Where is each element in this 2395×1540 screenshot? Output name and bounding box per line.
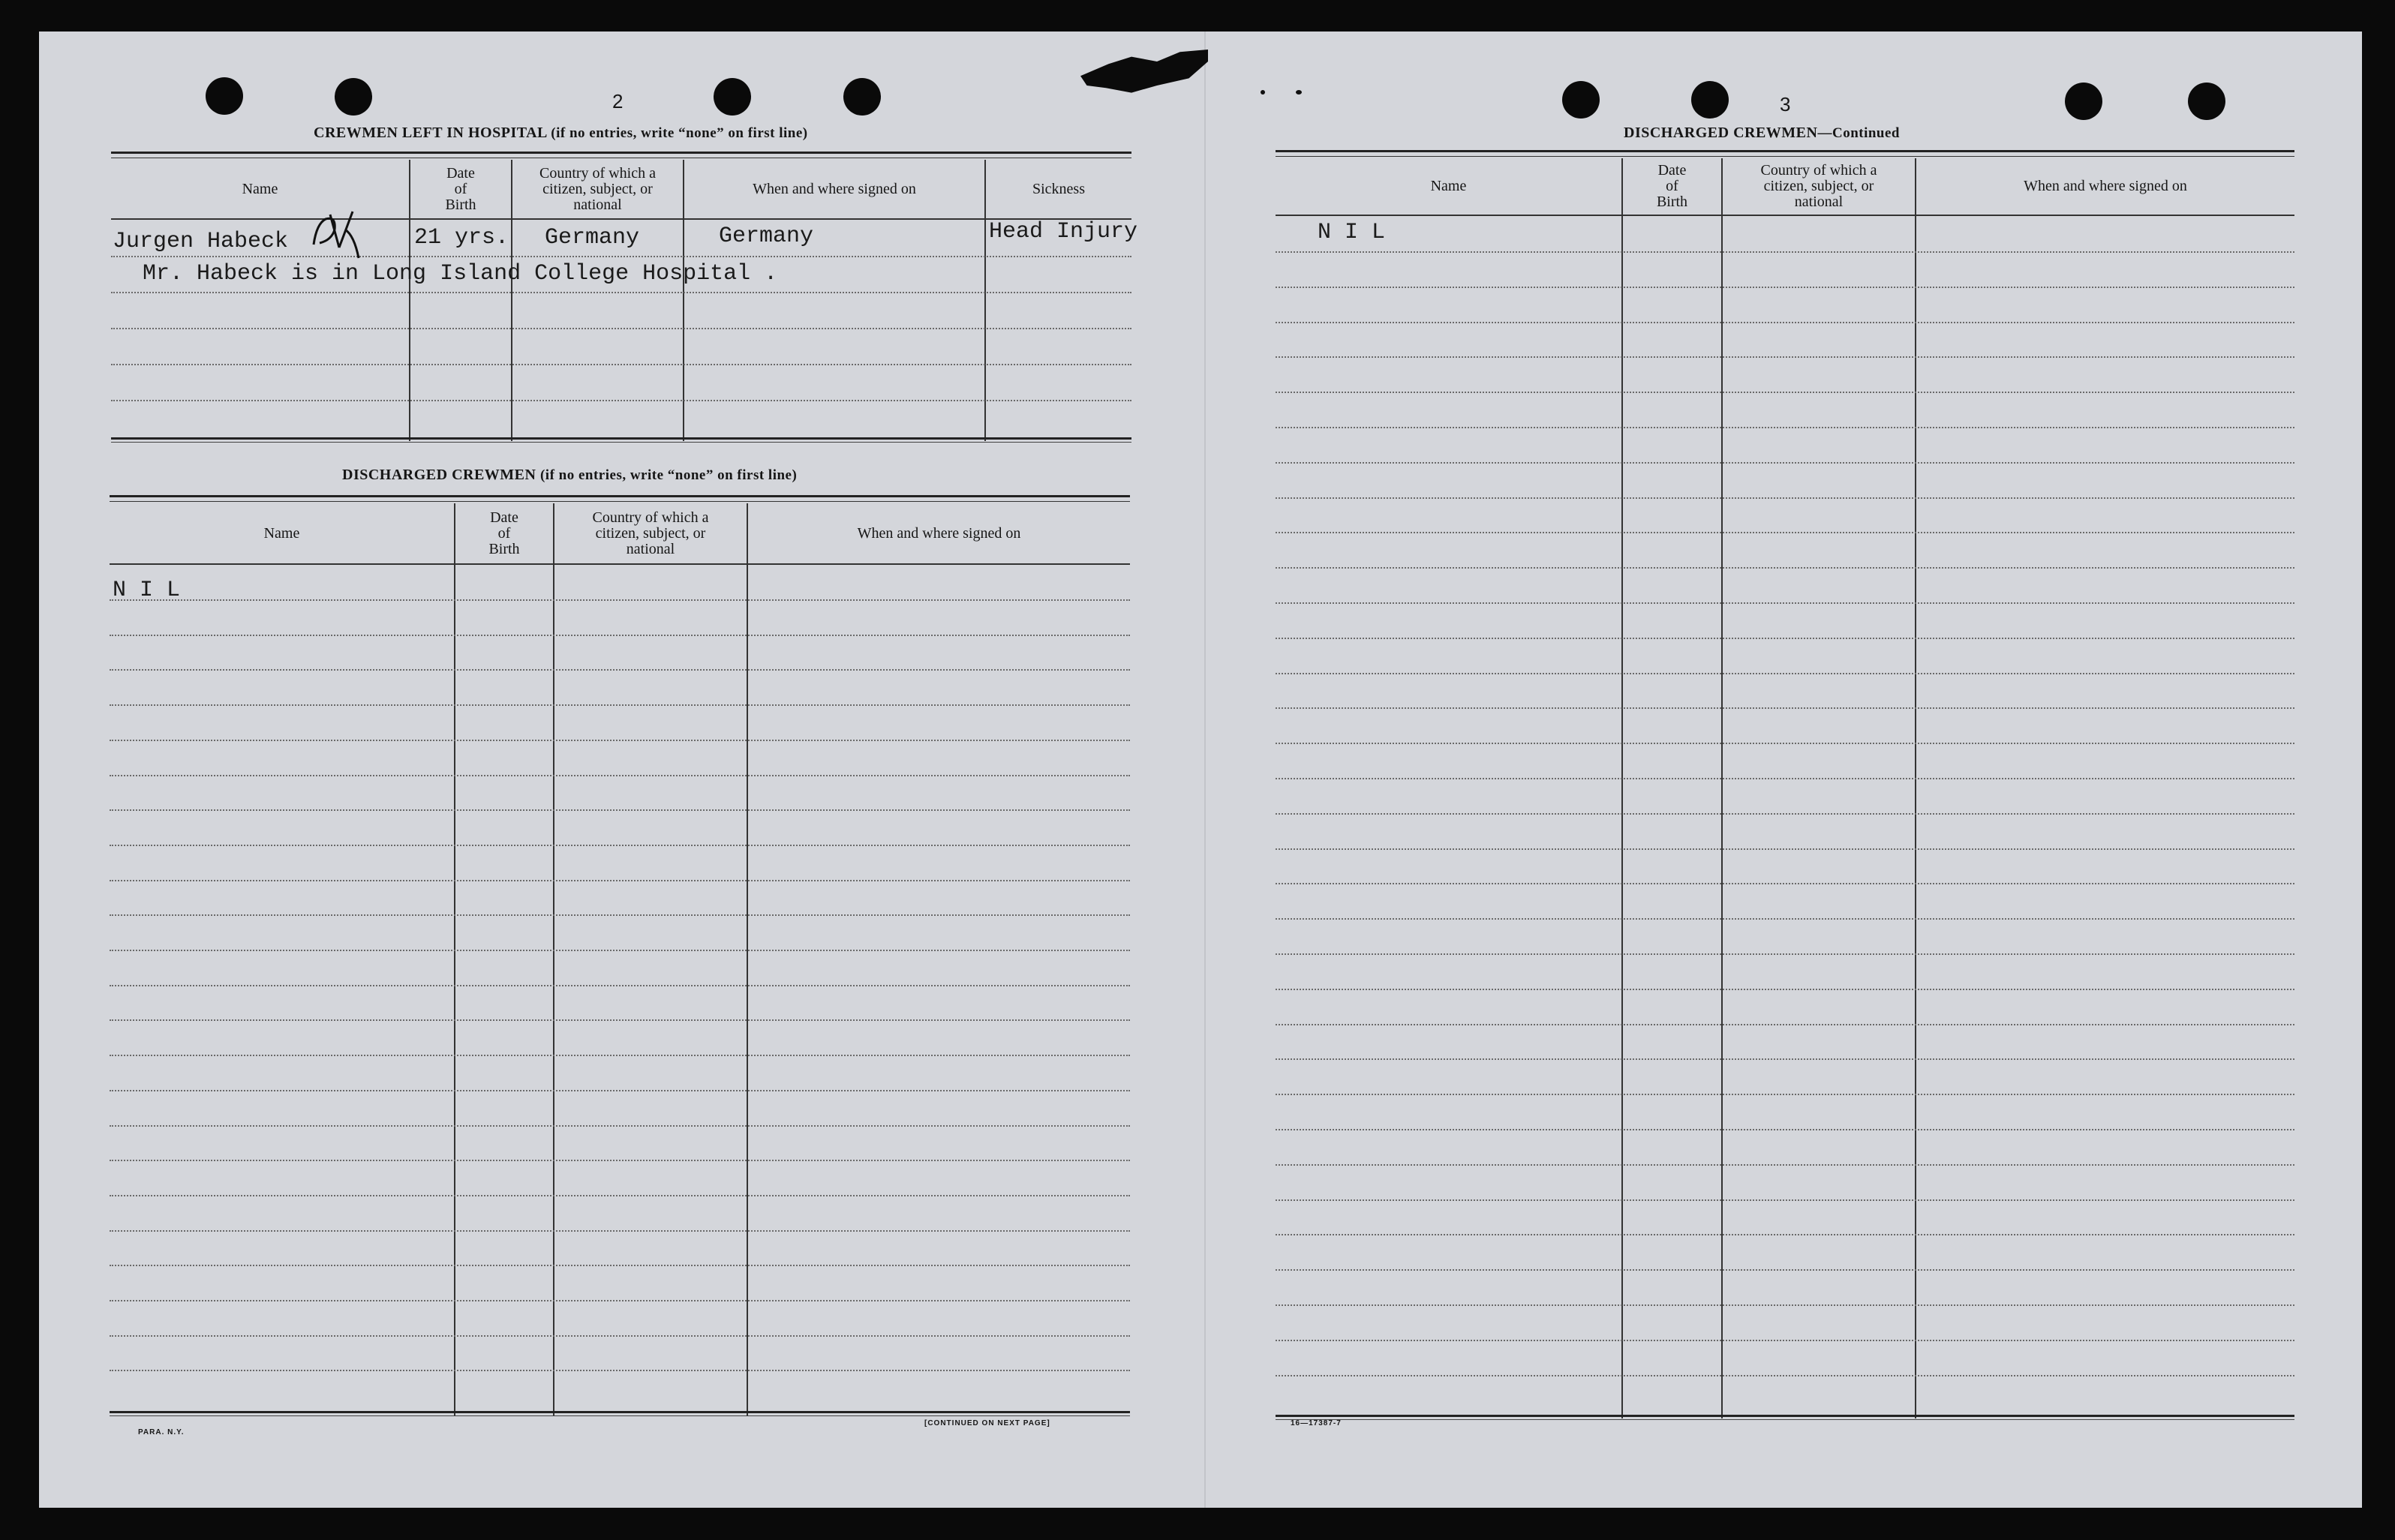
table-bottom-rule [1276,1415,2294,1417]
ruled-line [1276,427,2294,428]
header-name: Name [1430,178,1467,194]
ruled-line [110,1055,1130,1056]
table-bottom-rule [110,1411,1130,1413]
col-divider [454,503,455,1416]
ruled-line [110,669,1130,671]
discharged-entry-nil: N I L [113,578,181,603]
ruled-line [1276,778,2294,779]
punch-hole-5 [1562,81,1600,119]
ruled-line [1276,1024,2294,1025]
ruled-line [110,985,1130,986]
hospital-table [111,152,1131,441]
ruled-line [110,635,1130,636]
ruled-line [1276,532,2294,533]
hospital-remark: Mr. Habeck is in Long Island College Hospital . [143,261,778,287]
hospital-entry-dob: 21 yrs. [414,225,509,251]
discharged-continued-entry-nil: N I L [1318,220,1386,245]
ruled-line [111,292,1131,293]
ruled-line [1276,918,2294,920]
page-fold [1204,32,1206,1508]
form-number: 16—17387-7 [1291,1419,1342,1427]
printer-mark: PARA. N.Y. [138,1428,185,1436]
ruled-line [110,1370,1130,1371]
header-country: Country of which a citizen, subject, or national [1760,162,1877,210]
ruled-line [1276,989,2294,990]
hospital-title-text: CREWMEN LEFT IN HOSPITAL [314,125,547,141]
ruled-line [1276,1340,2294,1341]
ruled-line [110,775,1130,776]
ruled-line [1276,673,2294,674]
hospital-entry-sickness: Head Injury [989,219,1138,245]
ruled-line [1276,1304,2294,1306]
punch-hole-2 [335,78,372,116]
page-number-right: 3 [1780,93,1791,116]
ruled-line [111,328,1131,329]
hospital-note: (if no entries, write “none” on first line) [551,125,808,141]
discharged-section-title [342,467,797,484]
col-divider [1721,158,1723,1418]
ruled-line [110,599,1130,601]
ruled-line [1276,1164,2294,1166]
ruled-line [110,845,1130,846]
discharged-title-text: DISCHARGED CREWMEN [342,467,536,483]
ruled-line [1276,1234,2294,1235]
ruled-line [1276,322,2294,323]
ruled-line [111,364,1131,365]
header-rule [110,563,1130,565]
col-divider [1621,158,1623,1418]
punch-hole-4 [843,78,881,116]
ruled-line [1276,1269,2294,1271]
ruled-line [1276,567,2294,569]
ruled-line [110,1195,1130,1196]
ruled-line [110,914,1130,916]
ruled-line [1276,883,2294,884]
ruled-line [1276,287,2294,288]
col-divider [747,503,748,1416]
header-country: Country of which a citizen, subject, or national [592,509,709,557]
punch-hole-8 [2188,83,2225,120]
header-rule [1276,215,2294,216]
header-rule [111,218,1131,220]
header-dob: Date of Birth [445,164,476,213]
ruled-line [110,809,1130,811]
ruled-line [1276,392,2294,393]
punch-hole-1 [206,77,243,115]
header-dob: Date of Birth [1656,162,1688,210]
discharged-note: (if no entries, write “none” on first line) [539,467,798,483]
header-dob: Date of Birth [488,509,520,557]
hospital-entry-name: Jurgen Habeck [113,229,289,254]
ruled-line [110,1160,1130,1161]
header-name: Name [242,180,278,197]
ruled-line [1276,743,2294,744]
header-signed-on: When and where signed on [2024,178,2187,194]
ink-speck [1261,90,1265,95]
ruled-line [1276,638,2294,639]
ruled-line [1276,848,2294,850]
ruled-line [110,740,1130,741]
ruled-line [110,1090,1130,1091]
ruled-line [1276,1375,2294,1376]
col-divider [1915,158,1916,1418]
ruled-line [1276,1058,2294,1060]
ruled-line [1276,602,2294,604]
ruled-line [111,256,1131,257]
punch-hole-3 [714,78,751,116]
ruled-line [1276,813,2294,815]
punch-hole-6 [1691,81,1729,119]
continued-note: [CONTINUED ON NEXT PAGE] [924,1419,1050,1427]
ruled-line [1276,251,2294,253]
page-number-left: 2 [612,90,624,113]
col-divider [553,503,554,1416]
ruled-line [1276,356,2294,358]
ruled-line [110,1230,1130,1232]
ruled-line [1276,1094,2294,1095]
ruled-line [1276,1199,2294,1201]
header-country: Country of which a citizen, subject, or national [539,164,656,213]
discharged-continued-text: DISCHARGED CREWMEN [1624,125,1818,141]
ruled-line [110,1300,1130,1301]
hospital-section-title [314,125,808,142]
discharged-continued-title [1624,125,1900,142]
discharged-table-right [1276,150,2294,1418]
hospital-entry-signed-on: Germany [719,224,814,249]
ruled-line [110,1019,1130,1021]
ruled-line [110,1335,1130,1337]
header-sickness: Sickness [1032,180,1085,197]
hospital-entry-country: Germany [545,225,640,251]
ruled-line [1276,953,2294,955]
header-name: Name [263,524,300,542]
ruled-line [110,880,1130,881]
header-signed-on: When and where signed on [857,524,1021,542]
punch-hole-7 [2065,83,2102,120]
ruled-line [111,400,1131,401]
ruled-line [1276,1129,2294,1130]
table-bottom-rule [111,437,1131,440]
discharged-table-left [110,495,1130,1416]
ruled-line [110,950,1130,951]
ruled-line [110,704,1130,706]
ruled-line [1276,497,2294,499]
handwritten-initials [309,209,362,261]
header-signed-on: When and where signed on [753,180,916,197]
continued-label: —Continued [1817,125,1900,141]
ruled-line [110,1125,1130,1127]
ruled-line [1276,462,2294,464]
ink-speck [1296,90,1302,95]
ruled-line [110,1265,1130,1266]
ruled-line [1276,707,2294,709]
